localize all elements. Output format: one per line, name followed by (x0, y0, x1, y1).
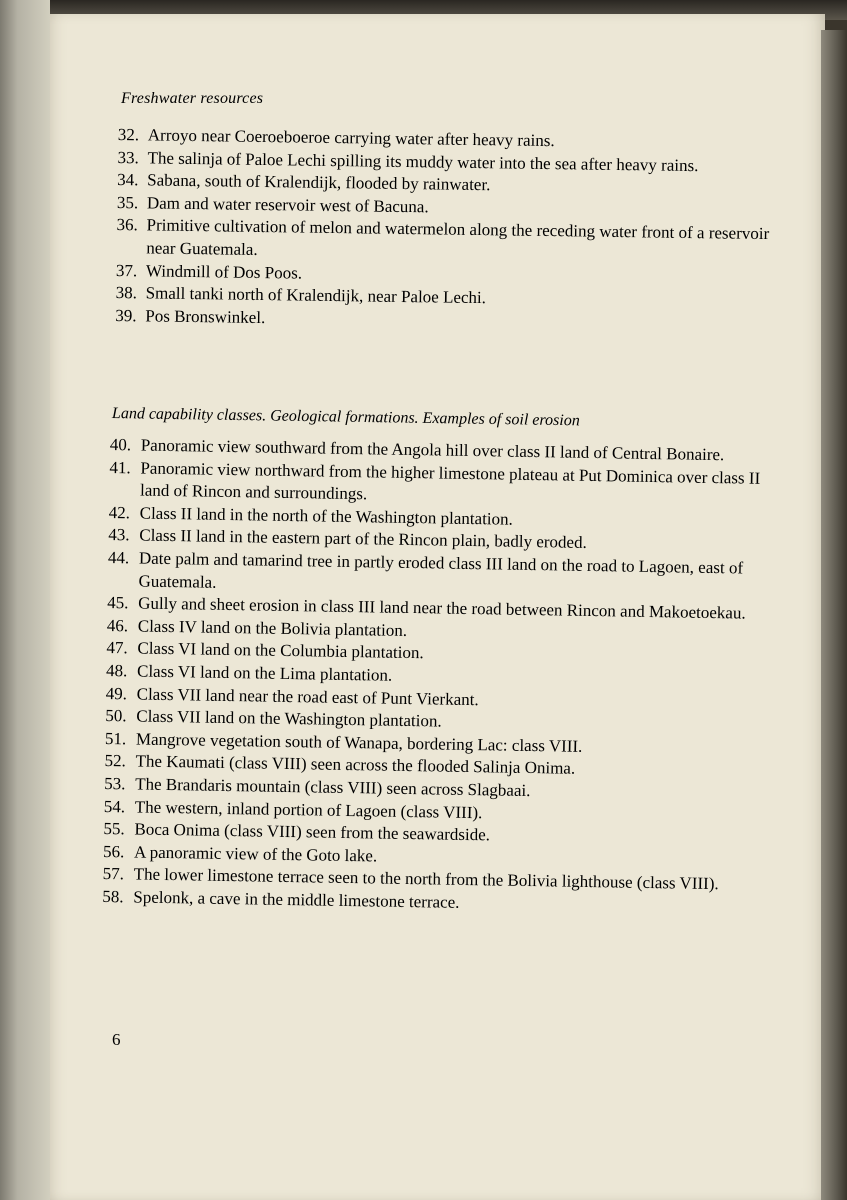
item-caption: The western, inland portion of Lagoen (class VIII). (134, 796, 483, 822)
item-caption: Panoramic view southward from the Angola hill over class II land of Central Bonaire. (140, 435, 725, 465)
item-number: 58. (102, 886, 124, 907)
item-caption: The salinja of Paloe Lechi spilling its muddy water into the sea after heavy rains. (147, 148, 699, 175)
item-caption: Arroyo near Coeroeboeroe carrying water after heavy rains. (147, 125, 555, 151)
item-caption: The lower limestone terrace seen to the north from the Bolivia lighthouse (class VIII). (133, 864, 719, 894)
item-number: 40. (109, 434, 132, 455)
item-number: 42. (108, 502, 131, 523)
item-number: 32. (117, 124, 140, 145)
item-number: 36. (116, 215, 138, 235)
item-caption: Spelonk, a cave in the middle limestone terrace. (133, 887, 460, 912)
item-number: 38. (115, 283, 138, 303)
running-header: Freshwater resources (121, 90, 264, 107)
item-number: 52. (104, 751, 126, 771)
item-caption: Date palm and tamarind tree in partly eroded class III land on the road to Lagoen, east of Guatemala. (138, 548, 744, 592)
item-number: 54. (103, 796, 126, 816)
item-number: 55. (103, 819, 125, 839)
item-number: 46. (106, 615, 129, 636)
land-capability-plate-list (102, 434, 790, 920)
item-caption: Boca Onima (class VIII) seen from the seawardside. (134, 819, 491, 845)
item-number: 37. (115, 260, 138, 280)
book-page-edge-left (0, 0, 50, 1200)
item-number: 45. (107, 593, 129, 613)
item-caption: Mangrove vegetation south of Wanapa, bordering Lac: class VIII. (135, 729, 583, 756)
item-caption: Small tanki north of Kralendijk, near Paloe Lechi. (145, 283, 487, 308)
item-caption: Dam and water reservoir west of Bacuna. (146, 193, 429, 217)
item-number: 51. (104, 728, 127, 749)
item-caption: Class VII land near the road east of Punt Vierkant. (136, 684, 479, 709)
item-number: 57. (102, 864, 125, 884)
item-caption: Class VI land on the Lima plantation. (136, 661, 393, 685)
item-number: 39. (115, 305, 137, 326)
item-caption: Primitive cultivation of melon and watermelon along the receding water front of a reservoir near Guatemala. (146, 215, 770, 259)
item-number: 41. (109, 457, 131, 477)
item-caption: Windmill of Dos Poos. (145, 260, 303, 283)
item-caption: Sabana, south of Kralendijk, flooded by rainwater. (147, 170, 491, 195)
item-number: 43. (108, 525, 130, 545)
item-caption: Class VI land on the Columbia plantation. (137, 638, 424, 663)
item-caption: A panoramic view of the Goto lake. (133, 842, 378, 866)
item-number: 49. (105, 683, 128, 703)
item-number: 47. (106, 638, 128, 658)
item-caption: Class IV land on the Bolivia plantation. (137, 616, 408, 640)
item-number: 48. (105, 660, 128, 681)
section-heading: Land capability classes. Geological formations. Examples of soil erosion (111, 405, 580, 430)
item-number: 50. (105, 706, 127, 726)
freshwater-plate-list (115, 124, 773, 336)
item-caption: Gully and sheet erosion in class III land near the road between Rincon and Makoetoekau. (138, 593, 746, 623)
item-caption: The Kaumati (class VIII) seen across the flooded Salinja Onima. (135, 751, 576, 779)
page-number: 6 (112, 1030, 121, 1049)
item-number: 53. (104, 773, 126, 794)
book-spine-shadow-right (821, 30, 847, 1200)
item-caption: Panoramic view northward from the higher limestone plateau at Put Dominica over class II land of Rincon and surroundings. (139, 458, 761, 504)
item-caption: Class II land in the north of the Washington plantation. (139, 503, 514, 529)
item-caption: Class VII land on the Washington plantation. (136, 706, 442, 731)
item-number: 56. (102, 841, 125, 861)
item-number: 44. (107, 547, 130, 568)
item-number: 34. (117, 170, 139, 190)
item-caption: Class II land in the eastern part of the Rincon plain, badly eroded. (139, 525, 587, 553)
item-caption: The Brandaris mountain (class VIII) seen across Slagbaai. (135, 774, 531, 800)
item-number: 35. (116, 192, 139, 213)
item-caption: Pos Bronswinkel. (145, 306, 266, 327)
item-number: 33. (117, 147, 139, 167)
